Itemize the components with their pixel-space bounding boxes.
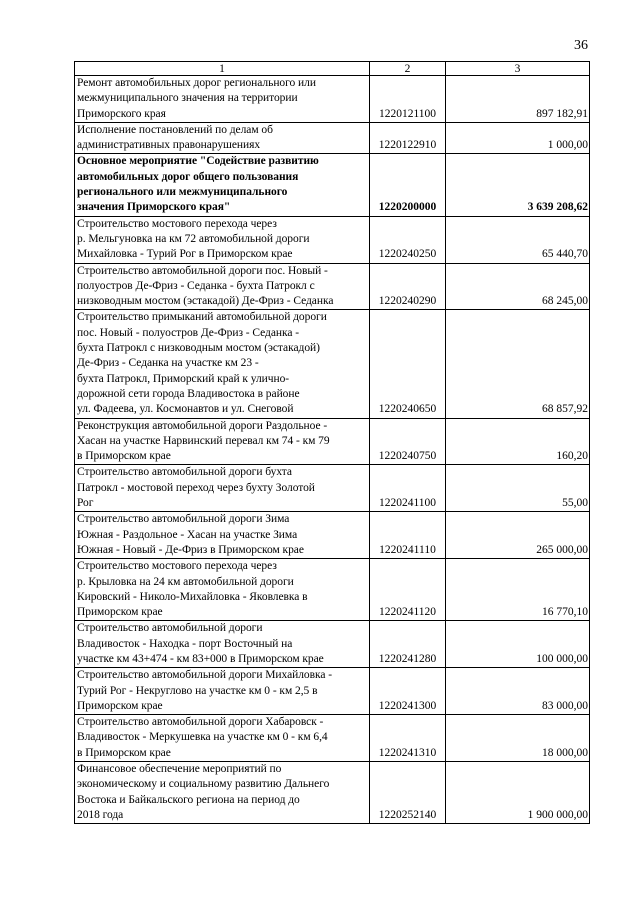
row-code: 1220122910 xyxy=(370,122,446,154)
table-row xyxy=(75,621,590,668)
row-name: Исполнение постановлений по делам об административных правонарушениях xyxy=(75,122,370,154)
row-name: Строительство автомобильной дороги Владивосток - Находка - порт Восточный на участке км 43+474 - км 83+000 в Приморском крае xyxy=(75,621,370,668)
row-code: 1220240750 xyxy=(370,418,446,465)
budget-table xyxy=(74,61,590,824)
row-name: Строительство автомобильной дороги Михайловка - Турий Рог - Некруглово на участке км 0 - км 2,5 в Приморском крае xyxy=(75,668,370,715)
table-header-row xyxy=(75,62,590,76)
row-amount: 18 000,00 xyxy=(446,715,590,762)
row-code: 1220121100 xyxy=(370,76,446,123)
page-number: 36 xyxy=(574,38,588,53)
row-name: Строительство мостового перехода через р. Крыловка на 24 км автомобильной дороги Кировский - Николо-Михайловка - Яковлевка в Приморском крае xyxy=(75,559,370,621)
row-name: Ремонт автомобильных дорог регионального или межмуниципального значения на территории Приморского края xyxy=(75,76,370,123)
column-header-name: 1 xyxy=(75,62,370,76)
row-amount: 65 440,70 xyxy=(446,216,590,263)
row-amount: 160,20 xyxy=(446,418,590,465)
row-name: Строительство автомобильной дороги Зима Южная - Раздольное - Хасан на участке Зима Южная - Новый - Де-Фриз в Приморском крае xyxy=(75,512,370,559)
table-row xyxy=(75,122,590,154)
row-code: 1220241280 xyxy=(370,621,446,668)
row-amount: 68 857,92 xyxy=(446,310,590,418)
row-name: Финансовое обеспечение мероприятий по экономическому и социальному развитию Дальнего Востока и Байкальского региона на период до 2018 года xyxy=(75,762,370,824)
row-name: Реконструкция автомобильной дороги Раздольное - Хасан на участке Нарвинский перевал км 74 - км 79 в Приморском крае xyxy=(75,418,370,465)
table-row xyxy=(75,263,590,310)
row-amount: 265 000,00 xyxy=(446,512,590,559)
row-code: 1220240290 xyxy=(370,263,446,310)
row-amount: 1 000,00 xyxy=(446,122,590,154)
row-name: Строительство автомобильной дороги бухта Патрокл - мостовой переход через бухту Золотой Рог xyxy=(75,465,370,512)
row-name: Строительство мостового перехода через р. Мельгуновка на км 72 автомобильной дороги Михайловка - Турий Рог в Приморском крае xyxy=(75,216,370,263)
row-code: 1220240650 xyxy=(370,310,446,418)
row-code: 1220200000 xyxy=(370,154,446,216)
table-row xyxy=(75,715,590,762)
row-code: 1220241300 xyxy=(370,668,446,715)
table-row xyxy=(75,154,590,216)
column-header-code: 2 xyxy=(370,62,446,76)
row-name: Строительство автомобильной дороги пос. Новый - полуостров Де-Фриз - Седанка - бухта Патрокл с низководным мостом (эстакадой) Де-Фриз - Седанка xyxy=(75,263,370,310)
row-code: 1220240250 xyxy=(370,216,446,263)
table-row xyxy=(75,418,590,465)
row-amount: 16 770,10 xyxy=(446,559,590,621)
row-name: Строительство автомобильной дороги Хабаровск - Владивосток - Меркушевка на участке км 0 - км 6,4 в Приморском крае xyxy=(75,715,370,762)
row-amount: 55,00 xyxy=(446,465,590,512)
row-name: Основное мероприятие "Содействие развитию автомобильных дорог общего пользования регионального или межмуниципального значения Приморского края" xyxy=(75,154,370,216)
table-row xyxy=(75,76,590,123)
row-amount: 897 182,91 xyxy=(446,76,590,123)
table-row xyxy=(75,762,590,824)
row-amount: 68 245,00 xyxy=(446,263,590,310)
row-code: 1220241100 xyxy=(370,465,446,512)
row-amount: 3 639 208,62 xyxy=(446,154,590,216)
table-body xyxy=(75,76,590,824)
row-code: 1220241310 xyxy=(370,715,446,762)
column-header-amount: 3 xyxy=(446,62,590,76)
row-code: 1220241120 xyxy=(370,559,446,621)
table-row xyxy=(75,512,590,559)
table-row xyxy=(75,559,590,621)
table-row xyxy=(75,216,590,263)
row-code: 1220252140 xyxy=(370,762,446,824)
row-amount: 1 900 000,00 xyxy=(446,762,590,824)
table-row xyxy=(75,465,590,512)
row-amount: 100 000,00 xyxy=(446,621,590,668)
table-row xyxy=(75,310,590,418)
row-name: Строительство примыканий автомобильной дороги пос. Новый - полуостров Де-Фриз - Седанка - бухта Патрокл с низководным мостом (эстакадой) Де-Фриз - Седанка на участке км 23 - бухта Патрокл, Приморский край к улично- дорожной сети города Владивостока в районе ул. Фадеева, ул. Космонавтов и ул. Снеговой xyxy=(75,310,370,418)
table-row xyxy=(75,668,590,715)
row-amount: 83 000,00 xyxy=(446,668,590,715)
row-code: 1220241110 xyxy=(370,512,446,559)
